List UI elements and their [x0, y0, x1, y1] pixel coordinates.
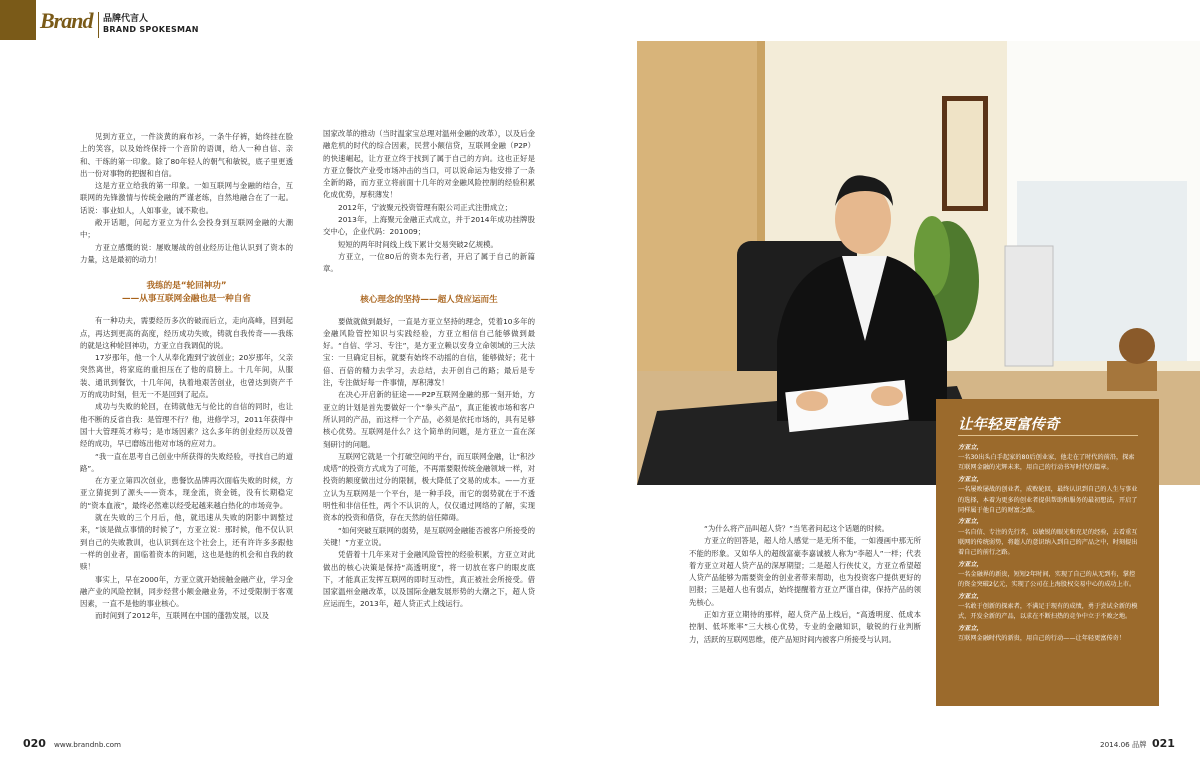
footer-issue: 2014.06 品牌: [1100, 740, 1147, 749]
paragraph: 事实上，早在2000年，方亚立就开始接触金融产业，学习金融产业的风险控制，同步经营小额金融业务，不过受限制于客观因素，一直不是他的事业核心。: [80, 574, 293, 609]
article-column-2: [323, 128, 535, 611]
paragraph: 这是方亚立给我的第一印象。一如互联网与金融的结合，互联网的先锋激情与传统金融的严谨老练，自然地融合在了一起。话说：事业如人，人如事业，诚不欺也。: [80, 181, 293, 215]
paragraph: 方亚立感慨的说：屡败屡战的创业经历让他认识到了资本的力量，这是最初的动力！: [80, 242, 293, 264]
heading-line-2: ——从事互联网金融也是一种自省: [122, 294, 251, 305]
sidebar-items: [958, 443, 1140, 646]
article-column-3: [689, 523, 921, 646]
paragraph: 2012年，宁波聚元投资管理有限公司正式注册成立；: [338, 202, 513, 212]
sidebar-item-text: 一名30出头白手起家的80后创业家，他走在了时代的前沿，探索互联网金融的光辉未来，用自己的行动书写时代的篇章。: [958, 454, 1135, 472]
page-number-left: 020: [23, 737, 46, 750]
paragraph: 在决心开启新的征途——P2P互联网金融的那一刻开始，方亚立的计划是首先要做好一个“拳头产品”，真正能被市场和客户所认同的产品，而这样一个产品，必须是依托市场的，具有足够核心优势。互联网是什么？这个简单的问题，是方亚立一直在深刻研讨的问题。: [323, 390, 535, 449]
paragraph: “为什么将产品叫超人贷？”当笔者问起这个话题的时候。: [704, 524, 890, 533]
paragraph: 要做就做到最好，一直是方亚立坚持的理念，凭着10多年的金融风险管控知识与实践经验，方亚立相信自己能够做到最好。“自信、学习、专注”，是方亚立赖以安身立命领域的三大法宝：一旦确定目标，就要有始终不动摇的自信，能够做好；花十倍、百倍的精力去学习，去总结，去开创自己的路；最后是专注，专注做好每一件事情，厚积薄发！: [323, 316, 535, 388]
paragraph: 互联网它就是一个打破空间的平台，而互联网金融，让“积沙成塔”的投资方式成为了可能，不再需要限传统金融领域一样，对投资的额度做出过分的限制，极大降低了交易的成本。——方亚立认为互联网是一个平台，是一种手段，而它的弱势就在于不透明性和非信任性，两个不认识的人，仅仅通过网络的了解，实现资本的投资和借贷，存在天然的信任障碍。: [323, 451, 535, 523]
paragraph: 在方亚立第四次创业，患餐饮品牌再次面临失败的时候，方亚立猜捉到了源头——资本，现金流，资金链，没有长期稳定的“资本血液”，最终必然难以经受起越来越白热化的市场竞争。: [80, 476, 293, 510]
sidebar-box: [936, 399, 1159, 706]
footer-url: www.brandnb.com: [54, 740, 122, 749]
sidebar-item-label: 方亚立，: [958, 518, 983, 526]
sidebar-item-label: 方亚立，: [958, 560, 983, 568]
paragraph: 正如方亚立期待的那样，超人贷产品上线后，“高透明度、低成本控制、低坏账率”三大核心优势，专业的金融知识，敏锐的行业判断力，活跃的互联网思维，使产品短时间内被客户所接受与认同。: [689, 610, 921, 644]
brand-logo: Brand: [40, 8, 93, 33]
paragraph: 就在失败的三个月后，他，就迅速从失败的阴影中调整过来，“该是做点事情的时候了”，方亚立说：那时候，他不仅认识到自己的失败教训，也认识到在这个社会上，还有许许多多跟他一样的创业者，面临着资本的问题，这也是他的机会和自我的救赎！: [80, 513, 293, 572]
sidebar-item-label: 方亚立，: [958, 624, 983, 632]
paragraph: 有一种功夫，需要经历多次的破而后立，走向高峰，回到起点，再达到更高的高度，经历成功失败，铸就自我传奇——我练的就是这种轮回神功，方亚立自我调侃的说。: [80, 316, 293, 350]
sidebar-item-label: 方亚立，: [958, 444, 983, 451]
sidebar-item-text: 一名金融界的新贵，短短2年时间，实现了自己的从无到有，掌控的资金突破2亿元，实现了公司在上海股权交易中心的成功上市。: [958, 570, 1136, 589]
page-number-right: 021: [1152, 737, 1175, 750]
paragraph: 凭借着十几年来对于金融风险管控的经验积累，方亚立对此做出的核心决策是保持“高透明度”，将一切放在客户的眼皮底下，才能真正发挥互联网的即时互动性，真正被社会所接受。借国家温州金融改革，以及国际金融发展形势的大潮之下，超人贷应运而生，2013年，超人贷正式上线运行。: [323, 550, 535, 609]
sidebar-item-text: 互联网金融时代的新贵，用自己的行动——让年轻更富传奇！: [958, 635, 1126, 643]
paragraph: 见到方亚立，一件淡黄的麻布衫，一条牛仔裤，始终挂在脸上的笑容，以及始终保持一个音阶的语调，给人一种自信、亲和、干练的第一印象。除了80年轻人的朝气和敏锐，底子里更透出一份对事物的把握和自信。: [80, 132, 293, 178]
section-tab: [0, 0, 36, 40]
sidebar-title-rule: [958, 435, 1138, 436]
paragraph: “如何突破互联网的弱势，是互联网金融能否被客户所接受的关键！”方亚立说。: [323, 525, 535, 547]
heading-line-1: 我练的是“轮回神功”: [146, 281, 227, 292]
sidebar-item-label: 方亚立，: [958, 592, 983, 600]
sidebar-title: 让年轻更富传奇: [958, 417, 1060, 433]
section-title-en: BRAND SPOKESMAN: [103, 25, 199, 34]
paragraph: 成功与失败的轮回，在铸就他无与伦比的自信的同时，也让他不断的反省自我：是管理不行？他，进修学习，2011年获得中国十大管理英才称号；是市场因素？这么多年的创业经历以及曾经的成功，早已磨练出他对市场的应对力。: [80, 402, 293, 449]
paragraph: 方亚立，一位80后的资本先行者，开启了属于自己的新篇章。: [323, 251, 535, 274]
paragraph: 方亚立的回答是，超人给人感觉一是无所不能，一如漫画中那无所不能的形象。又如华人的超级富豪李嘉诚被人称为“李超人”一样；代表着方亚立对超人贷产品的深厚期望；二是超人行侠仗义，方亚立希望超人贷产品能够为需要资金的创业者带来帮助，也为投资客户提供更好的回报；三是超人也有弱点，始终提醒着方亚立严谨自律，保持产品的领先核心。: [689, 536, 921, 607]
sidebar-item-text: 一名自信、专注的先行者，以敏锐的眼光和充足的经验，去看重互联网的传统弱势，将超人的意识纳入到自己的产品之中，时刻提出着自己的前行之路。: [958, 528, 1138, 557]
section-heading: [80, 280, 293, 306]
header-divider: [98, 12, 99, 38]
article-column-1: [80, 131, 293, 623]
paragraph: 2013年，上海聚元金融正式成立，并于2014年成功挂牌股交中心，企业代码：201009；: [323, 215, 535, 237]
sidebar-item-text: 一名敢于创新的探索者，不满足于现有的成绩，勇于尝试全新的模式，开发全新的产品，以求在不断扫热的竞争中立于不败之地。: [958, 603, 1138, 621]
paragraph: 短短的两年时间线上线下累计交易突破2亿规模。: [338, 239, 498, 249]
section-title-cn: 品牌代言人: [103, 14, 149, 24]
paragraph: “我一直在思考自己创业中所获得的失败经验，寻找自己的道路”。: [80, 451, 293, 473]
paragraph: 敞开话题，问起方亚立为什么会投身到互联网金融的大潮中；: [80, 218, 293, 240]
paragraph: 而时间到了2012年，互联网在中国的蓬勃发展，以及: [95, 611, 270, 621]
section-heading: 核心理念的坚持——超人贷应运而生: [360, 294, 498, 305]
paragraph: 17岁那年，他一个人从奉化跑到宁波创业；20岁那年，父亲突然离世，将家庭的重担压在了他的肩膀上。十几年间，从服装、通讯到餐饮，十几年间，执着地艰苦创业，也曾达到资产千万的成功时刻，但无一不是回到了起点。: [80, 353, 293, 400]
paragraph: 国家改革的推动（当时温家宝总理对温州金融的改革），以及后金融危机的时代的综合因素，民营小额信贷，互联网金融（P2P）的快速崛起，让方亚立终于找到了属于自己的方向。这也正好是方亚立餐饮产业受市场冲击的当口，可以说命运为他安排了一条全新的路，而方亚立将前面十几年的对金融风险控制的经验积累化成优势，厚积薄发！: [323, 129, 535, 200]
sidebar-item-text: 一名屡败屡战的创业者，成败轮回，最终认识到自己的人生与事业的选择，本着为更多的创业者提供帮助和服务的最初想法，开启了同样属于他自己的财富之路。: [958, 486, 1138, 514]
sidebar-item-label: 方亚立，: [958, 476, 983, 484]
